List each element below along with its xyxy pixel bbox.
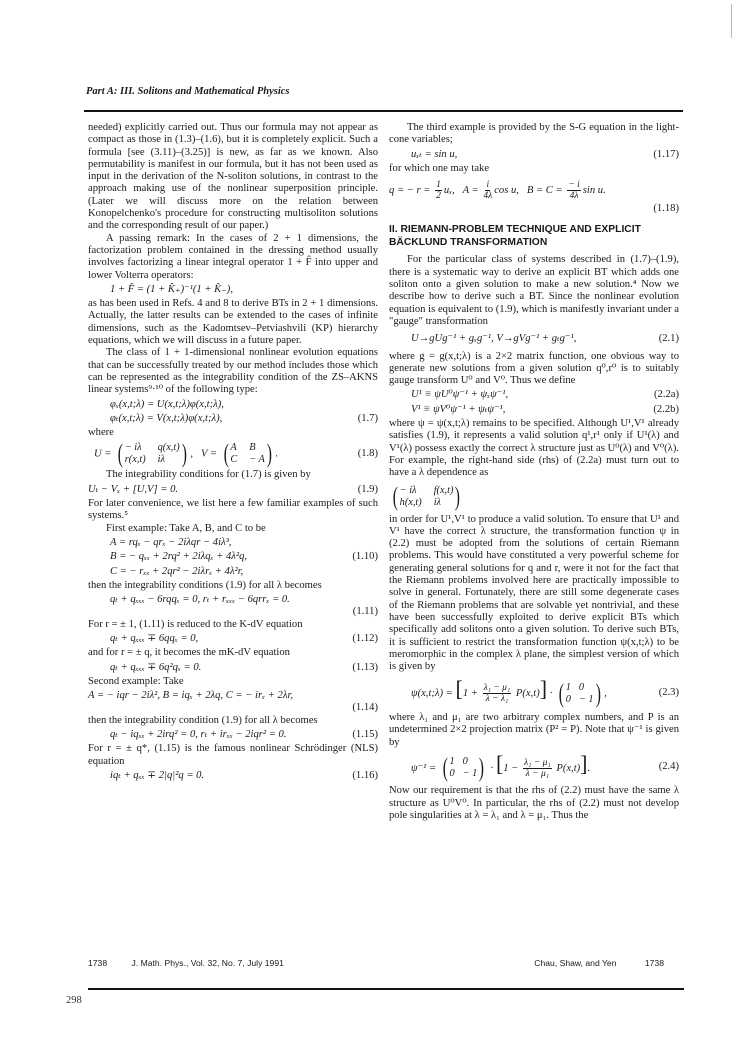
equation-body: φₓ(x,t;λ) = U(x,t;λ)φ(x,t;λ), [110,398,224,410]
equation-1-10c [88,566,378,578]
eq-part: sin u. [582,184,606,196]
paragraph: as has been used in Refs. 4 and 8 to derive BTs in 2 + 1 dimensions. Actually, the latter results can be extended to the cases of infinite dimensions, such as the Kadomtsev–Petviashvili (KP) hierarchy equations, which we will discuss in a future paper. [88,298,378,347]
paragraph: For the particular class of systems described in (1.7)–(1.9), there is a systematic way to derive an explicit BT which adds one soliton onto a given solution to make a new solution.⁴ Now we describe how to derive such a BT. Since the nonlinear evolution equation is equivalent to (1.9), which is manifestly invariant under a "gauge" transformation [389,254,679,327]
eq-part: P(x,t) [556,762,581,774]
matrix-cell: 1 [565,681,571,693]
equation-1-10b [88,551,378,563]
matrix-cell: − 1 [462,768,478,780]
paragraph: Now our requirement is that the rhs of (2.2) must have the same λ structure as U⁰V⁰. In particular, the rhs of (2.2) must not develop pole singularities at λ = λ₁ and λ = μ₁. Thus the [389,785,679,821]
equation-1-16 [88,770,378,782]
matrix-lambda-structure [389,481,679,511]
matrix-cell: q(x,t) [157,442,180,454]
paragraph: where ψ = ψ(x,t;λ) remains to be specified. Although U¹,V¹ already satisfies (1.9), it represents a valid solution q¹,r¹ only if U¹(λ) and V¹(λ) possess exactly the correct λ structure just as U⁰(λ) and V⁰(λ). For example, the right-hand side (rhs) of (2.2a) must turn out to have a λ dependence as [389,418,679,479]
paragraph: The third example is provided by the S-G equation in the light-cone variables; [389,122,679,146]
equation-body: Uₜ − Vₓ + [U,V] = 0. [88,483,179,495]
denominator: λ − μ₁ [525,768,550,779]
page-number-right: 1738 [644,958,664,968]
denominator: λ − λ₁ [485,694,509,705]
equation-1-12 [88,633,378,645]
matrix: ( 1 0 0 − 1 ) [558,678,601,708]
paragraph: where [88,427,114,439]
matrix-cell: A [230,442,237,454]
equation-number: (1.14) [352,702,378,714]
numerator: i [486,179,490,190]
equation-number: (1.17) [653,148,679,160]
matrix-cell: 0 [462,756,468,768]
matrix-cell: iλ [157,454,165,466]
matrix-label: V = [200,448,218,460]
authors: Chau, Shaw, and Yen [534,958,617,968]
equation-number: (2.4) [658,760,679,772]
paragraph: For later convenience, we list here a few familiar examples of such systems.⁵ [88,498,378,522]
matrix-cell: r(x,t) [124,454,146,466]
equation-2-2a [389,389,679,401]
matrix: ( 1 0 0 − 1 ) [442,753,485,783]
equation-body [389,180,606,201]
paragraph: then the integrability condition (1.9) for all λ becomes [88,714,318,726]
numerator: − i [568,179,580,190]
equation-2-2b [389,404,679,416]
footer-right [534,958,664,968]
equation-1-10a [88,537,378,549]
right-column [389,122,679,822]
fraction [483,180,492,201]
equation-1-11 [88,594,378,606]
matrix-cell: C [230,454,238,466]
eq-part: ψ⁻¹ = [411,762,437,774]
equation-body: A = − iqr − 2iλ², B = iqₓ + 2λq, C = − irₓ + 2λr, [88,690,294,702]
equation-1-8 [88,441,378,467]
header-rule [84,110,683,112]
numerator: λ₁ − μ₁ [483,683,511,694]
equation-number: (1.9) [357,483,378,495]
eq-part: P(x,t) [515,688,540,700]
equation-1-7a [88,399,378,411]
equation-body: U→gUg⁻¹ + gₓg⁻¹, V→gVg⁻¹ + gₜg⁻¹, [411,333,577,345]
paragraph: Second example: Take [88,675,184,687]
equation-body: ψ⁻¹ = ( 1 0 0 − 1 ) · [1 − $\frac{\text{λ₁ − μ₁}}{\text{λ − μ₁}}$ P(x,t)]. [411,750,591,783]
equation-1-14 [88,690,378,702]
equation-number: (2.2a) [654,389,679,401]
equation-1-17 [389,149,679,161]
eq-part: B = C = [526,184,563,196]
equation-body: U = ( − iλ q(x,t) r(x,t) iλ ) , V = ( A B C − A ) . [94,439,279,469]
matrix-cell: 0 [449,768,455,780]
footer-left [88,958,284,968]
section-heading: II. RIEMANN-PROBLEM TECHNIQUE AND EXPLICIT BÄCKLUND TRANSFORMATION [389,224,641,248]
journal-citation: J. Math. Phys., Vol. 32, No. 7, July 1991 [131,958,284,968]
equation-body: iqₜ + qₓₓ ∓ 2|q|²q = 0. [110,769,205,781]
eq-part: uₓ, [443,184,455,196]
matrix-cell: B [249,442,256,454]
fraction [435,180,442,201]
matrix-cell: iλ [433,496,442,508]
eq-part: q = − r = [389,184,431,196]
equation-2-4 [389,750,679,783]
equation-1-9 [88,484,378,496]
scan-page-number: 298 [66,995,82,1006]
equation-1-13 [88,662,378,674]
paragraph: where λ₁ and μ₁ are two arbitrary complex numbers, and P is an undetermined 2×2 projection matrix (P² = P). Note that ψ⁻¹ is given by [389,711,679,748]
page-number-left: 1738 [88,958,108,968]
eq-part: 1 + [462,688,478,700]
scan-edge-mark [731,4,732,38]
equation-number: (2.3) [658,686,679,698]
paragraph: First example: Take A, B, and C to be [106,522,266,534]
equation-body: ψ(x,t;λ) = [1 + $\frac{\text{λ₁ − μ₁}}{\text{λ − λ₁}}$ P(x,t)] · ( 1 0 0 − 1 ) , [411,676,607,708]
paragraph: for which one may take [389,162,490,174]
equation-body [389,481,464,511]
equation-body: U¹ ≡ ψU⁰ψ⁻¹ + ψₓψ⁻¹, [411,389,509,401]
fraction [523,758,552,779]
equation-number: (1.15) [352,729,378,741]
equation-body: qₜ + qₓₓₓ ∓ 6qqₓ = 0, [110,632,199,644]
footer-rule [88,988,684,990]
paragraph: where g = g(x,t;λ) is a 2×2 matrix function, one obvious way to generate new solutions from a given solution q⁰,r⁰ is to suitably gauge transform U⁰ and V⁰. Thus we define [389,350,679,387]
eq-part: 1 − [503,762,519,774]
equation-body: qₜ − iqₓₓ + 2irq² = 0, rₜ + irₓₓ − 2iqr² = 0. [110,729,287,741]
left-column [88,122,378,784]
equation-number: (1.11) [352,606,378,618]
fraction [567,180,580,201]
equation-body: uₓₜ = sin u, [411,148,458,160]
equation-body: A = rqₓ − qrₓ − 2iλqr − 4iλ³, [110,536,232,548]
equation-number: (2.1) [658,333,679,345]
equation-number: (1.12) [352,632,378,644]
paragraph: For r = ± 1, (1.11) is reduced to the K-dV equation [88,618,303,630]
equation-1-7b [88,413,378,425]
paragraph: The class of 1 + 1-dimensional nonlinear evolution equations that can be successfully treated by our method includes those which can be represented as the integrability condition of the ZS–AKNS linear systems⁹·¹⁰ of the following type: [88,347,378,396]
paragraph: For r = ± q*, (1.15) is the famous nonlinear Schrödinger (NLS) equation [88,743,378,767]
matrix-V: ( A B C − A ) [223,439,272,469]
matrix: ( − iλ f(x,t) h(x,t) iλ ) [392,481,461,511]
equation-1-18 [389,177,679,203]
paragraph: A passing remark: In the cases of 2 + 1 dimensions, the factorization problem contained in the dressing method usually involves factorizing a linear integral operator 1 + F̂ into upper and lower Volterra operators: [88,232,378,281]
matrix-U: ( − iλ q(x,t) r(x,t) iλ ) [117,439,187,469]
equation-body: B = − qₓₓ + 2rq² + 2iλqₓ + 4λ²q, [110,551,248,563]
matrix-cell: 0 [578,681,584,693]
fraction [483,683,512,704]
matrix-cell: 1 [449,756,455,768]
equation-number: (1.8) [357,448,378,460]
matrix-cell: h(x,t) [399,496,422,508]
equation-number: (1.16) [352,769,378,781]
equation-body: φₜ(x,t;λ) = V(x,t;λ)φ(x,t;λ), [110,412,223,424]
equation-body: C = − rₓₓ + 2qr² − 2iλrₓ + 4λ²r, [110,565,244,577]
paragraph: The integrability conditions for (1.7) is given by [106,469,311,481]
eq-part: cos u, [494,184,519,196]
equation-number: (1.13) [352,661,378,673]
matrix-cell: − iλ [399,484,417,496]
denominator: 4λ [483,190,493,201]
equation-body: V¹ ≡ ψV⁰ψ⁻¹ + ψₜψ⁻¹, [411,403,506,415]
equation-1-15 [88,729,378,741]
matrix-cell: f(x,t) [433,484,454,496]
numerator: λ₁ − μ₁ [524,757,551,768]
denominator: 2 [436,190,441,201]
paragraph: and for r = ± q, it becomes the mK-dV equation [88,647,290,659]
eq-part: A = [462,184,479,196]
matrix-label: U = [94,448,112,460]
paragraph: needed) explicitly carried out. Thus our formula may not appear as compact as those in (1.3)–(1.6), but it is completely explicit. Such a formula [see (3.11)–(3.25)] is new, as far as we known. Also permutability is manifest in our formula, but it has not been used as input in the derivation of the N-soliton solutions, in contrast to the approach making use of the nonlinear superposition principle. (Later we will discuss more on the relation between Konopelchenko's procedure for constructing multisoliton solutions and the corresponding result of our paper.) [88,122,378,232]
equation-number: (1.18) [653,203,679,215]
matrix-cell: − iλ [124,442,142,454]
equation-number: (2.2b) [653,403,679,415]
equation-2-3 [389,678,679,707]
equation-body: qₜ + qₓₓₓ − 6rqqₓ = 0, rₜ + rₓₓₓ − 6qrrₓ = 0. [110,594,290,606]
matrix-cell: 0 [565,693,571,705]
equation-number: (1.10) [352,551,378,563]
eq-part: ψ(x,t;λ) = [411,688,453,700]
equation-2-1 [389,333,679,345]
matrix-cell: − 1 [578,693,594,705]
equation-body: qₜ + qₓₓₓ ∓ 6q²qₓ = 0. [110,661,202,673]
equation-body: 1 + F̂ = (1 + K̂₊)⁻¹(1 + K̂₋), [110,283,233,295]
denominator: 4λ [569,190,579,201]
equation-number: (1.7) [357,412,378,424]
paragraph: in order for U¹,V¹ to produce a valid solution. To ensure that U¹ and V¹ have the correct λ structure, the transformation function ψ in (2.2) must be adopted from the solutions of certain Riemann problems. This would have constituted a very powerful scheme for generating general solutions for q and r, were it not for the fact that the Riemann problems involved here are practically impossible to solve in general. Fortunately, there are still some degenerate cases of the Riemann problems that are solvable yet nontrivial, and these have been successfully exploited to derive explicit BTs which specifically add solitons onto a given solution. To derive such BTs, it is sufficient to restrict the transformation function ψ(x,t;λ) to be meromorphic in the complex λ plane, the simplest version of which is given by [389,513,679,673]
matrix-cell: − A [249,454,265,466]
equation-factorization [88,284,378,296]
running-head: Part A: III. Solitons and Mathematical Physics [86,86,290,97]
numerator: 1 [436,179,441,190]
paragraph: then the integrability conditions (1.9) for all λ becomes [88,579,322,591]
